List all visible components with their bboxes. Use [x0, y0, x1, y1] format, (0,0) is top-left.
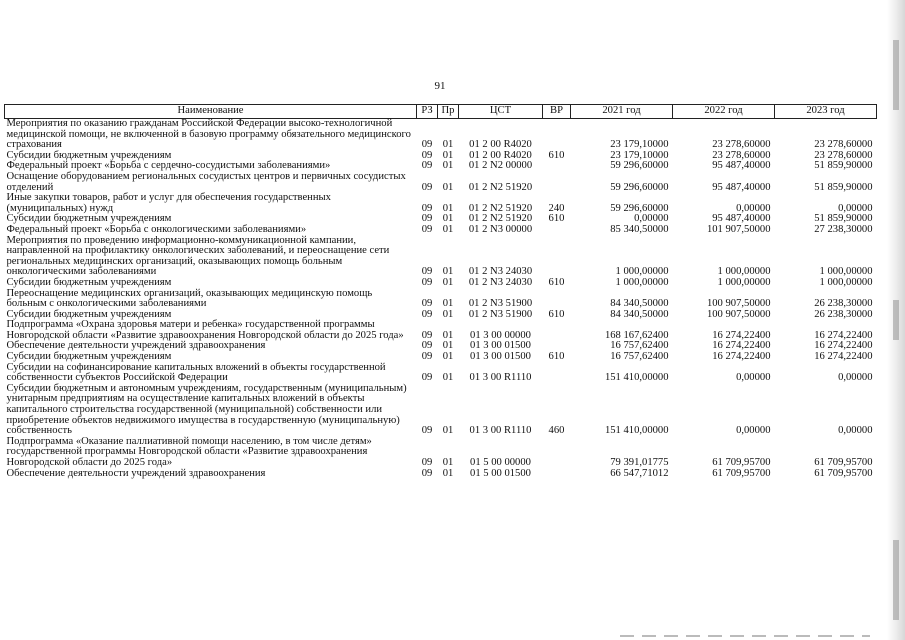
- page-number: 91: [434, 80, 446, 92]
- row-cst: 01 2 N2 00000: [468, 160, 533, 172]
- row-pr: 01: [442, 467, 454, 479]
- row-2021: 59 296,60000: [610, 202, 669, 214]
- row-cst: 01 2 N3 51900: [468, 298, 533, 310]
- row-2023: 1 000,00000: [819, 266, 873, 278]
- scan-speck: [893, 300, 899, 340]
- row-rz: 09: [421, 425, 433, 437]
- row-rz: 09: [421, 372, 433, 384]
- row-name: Оснащение оборудованием региональных сосудистых центров и первичных сосудистых отделений: [6, 170, 406, 193]
- row-cst: 01 3 00 R1110: [469, 425, 532, 437]
- row-2023: 26 238,30000: [814, 298, 873, 310]
- row-2022: 0,00000: [736, 372, 771, 384]
- row-rz: 09: [421, 340, 433, 352]
- row-2022: 16 274,22400: [712, 340, 771, 352]
- row-cst: 01 3 00 01500: [470, 351, 531, 363]
- row-2023: 26 238,30000: [814, 308, 873, 320]
- row-2021: 66 547,71012: [610, 467, 669, 479]
- row-vr: [543, 172, 571, 193]
- row-vr: 610: [548, 308, 565, 320]
- table-row: [5, 236, 877, 278]
- row-cst: 01 3 00 01500: [470, 340, 531, 352]
- scan-bottom-marks: [620, 635, 870, 637]
- row-cst: 01 2 N3 51900: [468, 308, 533, 320]
- row-vr: [543, 320, 571, 341]
- row-cst: 01 5 00 00000: [470, 457, 531, 468]
- row-vr: [543, 437, 571, 469]
- row-vr: [543, 469, 571, 480]
- row-pr: 01: [442, 223, 454, 235]
- row-pr: 01: [442, 202, 454, 214]
- row-name: Субсидии бюджетным учреждениям: [6, 213, 172, 225]
- row-vr: [543, 119, 571, 151]
- row-name: Федеральный проект «Борьба с онкологическими заболеваниями»: [6, 223, 307, 235]
- row-2021: 16 757,62400: [610, 351, 669, 363]
- table-row: [5, 363, 877, 384]
- row-pr: 01: [442, 457, 454, 468]
- row-2021: 59 296,60000: [610, 181, 669, 193]
- row-name: Субсидии на софинансирование капитальных вложений в объекты государственной собственности субъектов Российской Федерации: [6, 361, 386, 384]
- row-2023: 51 859,90000: [814, 181, 873, 193]
- row-2022: 1 000,00000: [717, 266, 771, 278]
- row-rz: 09: [421, 457, 433, 468]
- row-2022: 100 907,50000: [706, 308, 771, 320]
- row-2022: 61 709,95700: [712, 467, 771, 479]
- row-name: Субсидии бюджетным учреждениям: [6, 276, 172, 288]
- row-vr: 240: [548, 202, 565, 214]
- row-2021: 1 000,00000: [615, 266, 669, 278]
- row-name: Субсидии бюджетным учреждениям: [6, 308, 172, 320]
- row-2023: 0,00000: [838, 202, 873, 214]
- row-2023: 23 278,60000: [814, 139, 873, 151]
- row-cst: 01 2 N3 24030: [468, 276, 533, 288]
- table-row: [5, 119, 877, 151]
- header-name: Наименование: [5, 105, 417, 119]
- row-rz: 09: [421, 139, 433, 151]
- row-name: Переоснащение медицинских организаций, оказывающих медицинскую помощь больным с онкологическими заболеваниями: [6, 287, 373, 310]
- row-2023: 1 000,00000: [819, 276, 873, 288]
- row-cst: 01 2 N2 51920: [468, 181, 533, 193]
- row-2022: 61 709,95700: [712, 457, 771, 468]
- table-body: [5, 119, 877, 480]
- table-row: [5, 278, 877, 289]
- row-name: Обеспечение деятельности учреждений здравоохранения: [6, 467, 266, 479]
- row-pr: 01: [442, 329, 454, 341]
- row-2021: 85 340,50000: [610, 223, 669, 235]
- table-row: [5, 225, 877, 236]
- row-pr: 01: [442, 351, 454, 363]
- row-pr: 01: [442, 340, 454, 352]
- row-rz: 09: [421, 149, 433, 161]
- row-name: Мероприятия по проведению информационно-коммуникационной кампании, направленной на профилактику онкологических заболеваний, и переоснащение сети региональных медицинских организаций, оказывающих помощь больным онкологическими заболеваниями: [6, 234, 390, 278]
- row-2022: 95 487,40000: [712, 213, 771, 225]
- row-pr: 01: [442, 372, 454, 384]
- row-rz: 09: [421, 202, 433, 214]
- row-vr: [543, 161, 571, 172]
- row-cst: 01 2 N3 24030: [468, 266, 533, 278]
- row-2021: 151 410,00000: [604, 372, 669, 384]
- row-vr: [543, 363, 571, 384]
- row-pr: 01: [442, 160, 454, 172]
- row-vr: 460: [548, 425, 565, 437]
- row-vr: [543, 225, 571, 236]
- table-row: [5, 289, 877, 310]
- row-2022: 1 000,00000: [717, 276, 771, 288]
- row-cst: 01 2 N2 51920: [468, 213, 533, 225]
- row-rz: 09: [421, 160, 433, 172]
- row-vr: 610: [548, 149, 565, 161]
- header-cst: ЦСТ: [459, 105, 543, 119]
- row-2022: 16 274,22400: [712, 351, 771, 363]
- row-rz: 09: [421, 213, 433, 225]
- row-pr: 01: [442, 308, 454, 320]
- row-pr: 01: [442, 181, 454, 193]
- row-rz: 09: [421, 351, 433, 363]
- scan-speck: [893, 40, 899, 110]
- row-rz: 09: [421, 223, 433, 235]
- row-cst: 01 2 00 R4020: [469, 139, 532, 151]
- table-header-row: [5, 105, 877, 119]
- header-2023: 2023 год: [775, 105, 877, 119]
- row-2022: 100 907,50000: [706, 298, 771, 310]
- table-row: [5, 320, 877, 341]
- row-pr: 01: [442, 266, 454, 278]
- row-2021: 16 757,62400: [610, 340, 669, 352]
- row-cst: 01 3 00 R1110: [469, 372, 532, 384]
- row-name: Федеральный проект «Борьба с сердечно-сосудистыми заболеваниями»: [6, 160, 331, 172]
- row-pr: 01: [442, 149, 454, 161]
- row-cst: 01 3 00 00000: [470, 329, 531, 341]
- row-pr: 01: [442, 276, 454, 288]
- budget-table: [4, 104, 877, 479]
- row-2022: 0,00000: [736, 202, 771, 214]
- row-pr: 01: [442, 425, 454, 437]
- row-pr: 01: [442, 298, 454, 310]
- row-vr: 610: [548, 213, 565, 225]
- table-row: [5, 437, 877, 469]
- row-2021: 79 391,01775: [610, 457, 669, 468]
- scan-speck: [893, 540, 899, 620]
- row-2023: 16 274,22400: [814, 351, 873, 363]
- row-2021: 23 179,10000: [610, 139, 669, 151]
- row-2023: 0,00000: [838, 425, 873, 437]
- row-name: Субсидии бюджетным учреждениям: [6, 149, 172, 161]
- row-vr: [543, 289, 571, 310]
- row-name: Подпрограмма «Охрана здоровья матери и ребенка» государственной программы Новгородской области «Развитие здравоохранения Новгородской области до 2025 года»: [6, 319, 404, 341]
- row-2021: 151 410,00000: [604, 425, 669, 437]
- table-row: [5, 172, 877, 193]
- table-row: [5, 469, 877, 480]
- row-2022: 101 907,50000: [706, 223, 771, 235]
- row-name: Субсидии бюджетным учреждениям: [6, 351, 172, 363]
- row-2021: 23 179,10000: [610, 149, 669, 161]
- row-2021: 59 296,60000: [610, 160, 669, 172]
- row-2023: 0,00000: [838, 372, 873, 384]
- row-vr: [543, 236, 571, 278]
- row-cst: 01 2 N2 51920: [468, 202, 533, 214]
- row-2021: 84 340,50000: [610, 298, 669, 310]
- row-vr: 610: [548, 351, 565, 363]
- row-rz: 09: [421, 298, 433, 310]
- row-rz: 09: [421, 308, 433, 320]
- row-2023: 61 709,95700: [814, 457, 873, 468]
- row-2021: 84 340,50000: [610, 308, 669, 320]
- row-2021: 1 000,00000: [615, 276, 669, 288]
- row-2022: 95 487,40000: [712, 181, 771, 193]
- row-rz: 09: [421, 276, 433, 288]
- row-2021: 168 167,62400: [604, 329, 669, 341]
- row-2022: 23 278,60000: [712, 139, 771, 151]
- row-2021: 0,00000: [634, 213, 669, 225]
- row-2023: 27 238,30000: [814, 223, 873, 235]
- row-2023: 51 859,90000: [814, 213, 873, 225]
- table-row: [5, 384, 877, 437]
- header-vr: ВР: [543, 105, 571, 119]
- row-2023: 23 278,60000: [814, 149, 873, 161]
- row-name: Субсидии бюджетным и автономным учреждениям, государственным (муниципальным) унитарным предприятиям на осуществление капитальных вложений в объекты капитального строительства государственной (муниципальной) собственности или приобретение объектов недвижимого имущества в государственную (муниципальную) собственность: [6, 382, 407, 437]
- row-cst: 01 5 00 01500: [470, 467, 531, 479]
- table-row: [5, 193, 877, 214]
- row-rz: 09: [421, 467, 433, 479]
- row-cst: 01 2 N3 00000: [468, 223, 533, 235]
- row-2022: 23 278,60000: [712, 149, 771, 161]
- row-cst: 01 2 00 R4020: [469, 149, 532, 161]
- header-rz: РЗ: [417, 105, 438, 119]
- header-pr: Пр: [438, 105, 459, 119]
- row-2023: 61 709,95700: [814, 467, 873, 479]
- row-rz: 09: [421, 266, 433, 278]
- row-name: Иные закупки товаров, работ и услуг для обеспечения государственных (муниципальных) нужд: [6, 192, 331, 214]
- row-2023: 16 274,22400: [814, 329, 873, 341]
- row-pr: 01: [442, 139, 454, 151]
- row-2023: 51 859,90000: [814, 160, 873, 172]
- row-2022: 95 487,40000: [712, 160, 771, 172]
- row-name: Мероприятия по оказанию гражданам Российской Федерации высоко-технологичной медицинской помощи, не включенной в базовую программу обязательного медицинского страхования: [6, 118, 411, 151]
- row-vr: 610: [548, 276, 565, 288]
- row-2023: 16 274,22400: [814, 340, 873, 352]
- row-pr: 01: [442, 213, 454, 225]
- row-name: Подпрограмма «Оказание паллиативной помощи населению, в том числе детям» государственной программы Новгородской области «Развитие здравоохранения Новгородской области до 2025 года»: [6, 435, 372, 468]
- row-name: Обеспечение деятельности учреждений здравоохранения: [6, 340, 266, 352]
- row-rz: 09: [421, 329, 433, 341]
- row-rz: 09: [421, 181, 433, 193]
- header-2021: 2021 год: [571, 105, 673, 119]
- row-2022: 0,00000: [736, 425, 771, 437]
- header-2022: 2022 год: [673, 105, 775, 119]
- row-2022: 16 274,22400: [712, 329, 771, 341]
